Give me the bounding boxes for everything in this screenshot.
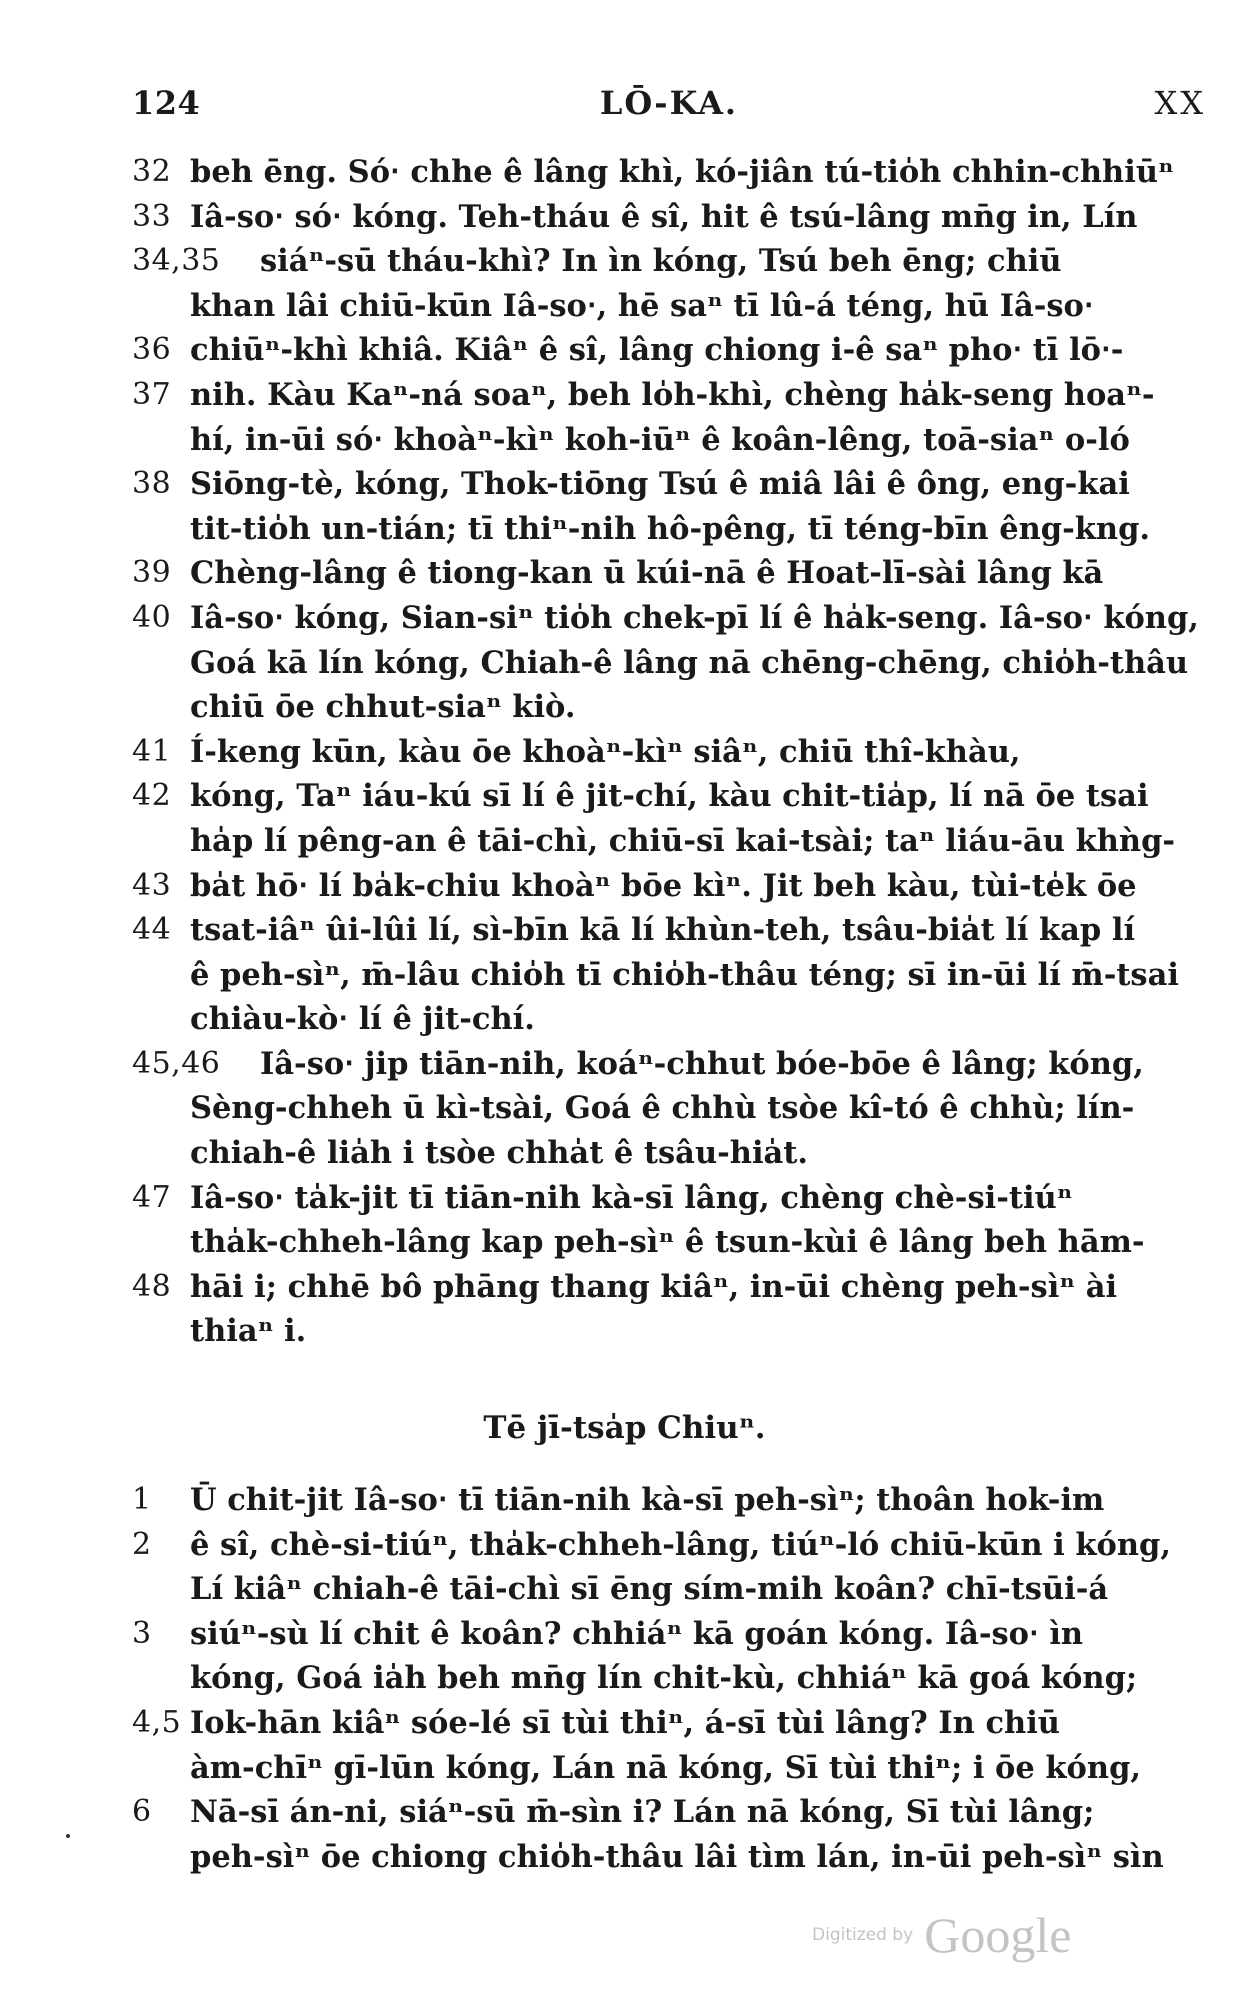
verse-text: chiū ōe chhut-siaⁿ kiò. xyxy=(190,689,576,726)
verse-text: khan lâi chiū-kūn Iâ-so‧, hē saⁿ tī lû-á téng, hū Iâ-so‧ xyxy=(190,287,1094,324)
text-line xyxy=(132,1746,1212,1791)
text-line xyxy=(132,908,1212,953)
verse-text: Ū chit-jit Iâ-so‧ tī tiān-nih kà-sī peh-sìⁿ; thoân hok-im xyxy=(190,1482,1105,1518)
verse-text: ê peh-sìⁿ, m̄-lâu chio̍h tī chio̍h-thâu téng; sī in-ūi lí m̄-tsai xyxy=(190,956,1179,993)
page-number: 124 xyxy=(132,84,201,122)
text-line xyxy=(132,774,1212,819)
verse-text: Iâ-so‧ ta̍k-jit tī tiān-nih kà-sī lâng, chèng chè-si-tiúⁿ xyxy=(190,1179,1073,1216)
text-line xyxy=(132,462,1212,507)
text-line xyxy=(132,1176,1212,1221)
text-line xyxy=(132,1790,1212,1835)
verse-text: àm-chīⁿ gī-lūn kóng, Lán nā kóng, Sī tùi thiⁿ; i ōe kóng, xyxy=(190,1749,1142,1786)
verse-number: 37 xyxy=(132,376,172,412)
verse-number: 48 xyxy=(132,1268,172,1304)
text-line xyxy=(132,1567,1212,1612)
text-line xyxy=(132,953,1212,998)
text-line xyxy=(132,1131,1212,1176)
text-line xyxy=(132,284,1212,329)
text-line xyxy=(132,195,1212,240)
text-line xyxy=(132,730,1212,775)
verse-text: peh-sìⁿ ōe chiong chio̍h-thâu lâi tìm lán, in-ūi peh-sìⁿ sìn xyxy=(190,1838,1164,1875)
running-header xyxy=(132,84,1206,132)
text-line xyxy=(132,1265,1212,1310)
verse-text: Nā-sī án-ni, siáⁿ-sū m̄-sìn i? Lán nā kóng, Sī tùi lâng; xyxy=(190,1794,1095,1831)
text-line xyxy=(132,1086,1212,1131)
running-title: LŌ-KA. xyxy=(599,84,739,122)
verse-text: tha̍k-chheh-lâng kap peh-sìⁿ ê tsun-kùi ê lâng beh hām- xyxy=(190,1224,1145,1261)
verse-text: Lí kiâⁿ chiah-ê tāi-chì sī ēng sím-mih koân? chī-tsūi-á xyxy=(190,1571,1109,1608)
verse-text: thiaⁿ i. xyxy=(190,1313,307,1350)
verse-text: Siōng-tè, kóng, Thok-tiōng Tsú ê miâ lâi ê ông, eng-kai xyxy=(190,466,1130,503)
verse-number: 34,35 xyxy=(132,243,221,279)
text-line xyxy=(132,1612,1212,1657)
text-line xyxy=(132,150,1212,195)
verse-text: beh ēng. Só‧ chhe ê lâng khì, kó-jiân tú-tio̍h chhin-chhiūⁿ xyxy=(190,154,1174,190)
verse-text: Í-keng kūn, kàu ōe khoàⁿ-kìⁿ siâⁿ, chiū thî-khàu, xyxy=(190,733,1021,770)
text-line xyxy=(132,1835,1212,1880)
verse-text: hāi i; chhē bô phāng thang kiâⁿ, in-ūi chèng peh-sìⁿ ài xyxy=(190,1268,1118,1305)
verse-text: Chèng-lâng ê tiong-kan ū kúi-nā ê Hoat-lī-sài lâng kā xyxy=(190,555,1104,592)
verse-text: nih. Kàu Kaⁿ-ná soaⁿ, beh lo̍h-khì, chèng ha̍k-seng hoaⁿ- xyxy=(190,376,1155,413)
verse-text: Sèng-chheh ū kì-tsài, Goá ê chhù tsòe kî-tó ê chhù; lín- xyxy=(190,1090,1135,1127)
verse-text: siáⁿ-sū tháu-khì? In ìn kóng, Tsú beh ēng; chiū xyxy=(260,243,1062,280)
print-speck xyxy=(66,1834,70,1838)
verse-text: Iâ-so‧ jip tiān-nih, koáⁿ-chhut bóe-bōe ê lâng; kóng, xyxy=(260,1045,1144,1082)
watermark-prefix: Digitized by xyxy=(812,1925,914,1945)
text-line xyxy=(132,551,1212,596)
verse-text: chiūⁿ-khì khiâ. Kiâⁿ ê sî, lâng chiong i-ê saⁿ pho‧ tī lō‧- xyxy=(190,332,1124,369)
verse-text: Iâ-so‧ só‧ kóng. Teh-tháu ê sî, hit ê tsú-lâng mn̄g in, Lín xyxy=(190,198,1138,235)
text-line xyxy=(132,328,1212,373)
verse-number: 1 xyxy=(132,1482,152,1517)
text-line xyxy=(132,864,1212,909)
text-line xyxy=(132,1042,1212,1087)
verse-number: 45,46 xyxy=(132,1045,221,1081)
text-line xyxy=(132,1656,1212,1701)
verse-text: Goá kā lín kóng, Chiah-ê lâng nā chēng-chēng, chio̍h-thâu xyxy=(190,644,1189,681)
verse-number: 44 xyxy=(132,912,172,948)
verse-text: hí, in-ūi só‧ khoàⁿ-kìⁿ koh-iūⁿ ê koân-lêng, toā-siaⁿ o-ló xyxy=(190,421,1130,458)
verse-text: tit-tio̍h un-tián; tī thiⁿ-nih hô-pêng, tī téng-bīn êng-kng. xyxy=(190,510,1151,547)
verse-text: ba̍t hō‧ lí ba̍k-chiu khoàⁿ bōe kìⁿ. Jit beh kàu, tùi-te̍k ōe xyxy=(190,867,1137,904)
verse-text: siúⁿ-sù lí chit ê koân? chhiáⁿ kā goán kóng. Iâ-so‧ ìn xyxy=(190,1615,1084,1652)
text-line xyxy=(132,641,1212,686)
verse-text: kóng, Taⁿ iáu-kú sī lí ê jit-chí, kàu chit-tia̍p, lí nā ōe tsai xyxy=(190,778,1149,815)
digitized-watermark xyxy=(812,1906,1072,1966)
verse-number: 6 xyxy=(132,1794,152,1830)
verse-text: Iok-hān kiâⁿ sóe-lé sī tùi thiⁿ, á-sī tùi lâng? In chiū xyxy=(190,1704,1060,1741)
verse-text: chiàu-kò‧ lí ê jit-chí. xyxy=(190,1001,535,1038)
text-line xyxy=(132,373,1212,418)
verse-text: ê sî, chè-si-tiúⁿ, tha̍k-chheh-lâng, tiúⁿ-ló chiū-kūn i kóng, xyxy=(190,1526,1171,1563)
verse-number: 42 xyxy=(132,778,172,814)
verse-text: tsat-iâⁿ ûi-lûi lí, sì-bīn kā lí khùn-teh, tsâu-bia̍t lí kap lí xyxy=(190,912,1136,949)
verse-number: 43 xyxy=(132,867,172,903)
text-line xyxy=(132,685,1212,730)
chapter-number: XX xyxy=(1154,84,1206,122)
verse-number: 32 xyxy=(132,154,172,189)
verse-block-chapter-20 xyxy=(132,1478,1212,1879)
text-line xyxy=(132,239,1212,284)
verse-number: 36 xyxy=(132,332,172,368)
google-logo: Google xyxy=(924,1907,1072,1963)
text-line xyxy=(132,1701,1212,1746)
text-line xyxy=(132,596,1212,641)
text-line xyxy=(132,1523,1212,1568)
verse-number: 33 xyxy=(132,198,172,234)
text-line xyxy=(132,1309,1212,1354)
verse-number: 4,5 xyxy=(132,1704,182,1740)
chapter-heading: Tē jī-tsa̍p Chiuⁿ. xyxy=(483,1410,766,1446)
verse-number: 39 xyxy=(132,555,172,591)
text-line xyxy=(132,1220,1212,1265)
verse-number: 38 xyxy=(132,466,172,502)
verse-text: kóng, Goá ia̍h beh mn̄g lín chit-kù, chhiáⁿ kā goá kóng; xyxy=(190,1660,1138,1697)
verse-number: 47 xyxy=(132,1179,172,1215)
text-line xyxy=(132,507,1212,552)
verse-block-chapter-19 xyxy=(132,150,1212,1354)
verse-number: 40 xyxy=(132,599,172,635)
text-line xyxy=(132,997,1212,1042)
text-line xyxy=(132,819,1212,864)
text-line xyxy=(132,418,1212,463)
verse-text: Iâ-so‧ kóng, Sian-siⁿ tio̍h chek-pī lí ê ha̍k-seng. Iâ-so‧ kóng, xyxy=(190,599,1199,636)
verse-number: 41 xyxy=(132,733,172,769)
text-line xyxy=(132,1478,1212,1523)
verse-number: 2 xyxy=(132,1526,152,1562)
verse-number: 3 xyxy=(132,1615,152,1651)
verse-text: chiah-ê lia̍h i tsòe chha̍t ê tsâu-hia̍t. xyxy=(190,1135,809,1172)
verse-text: ha̍p lí pêng-an ê tāi-chì, chiū-sī kai-tsài; taⁿ liáu-āu khǹg- xyxy=(190,822,1176,859)
